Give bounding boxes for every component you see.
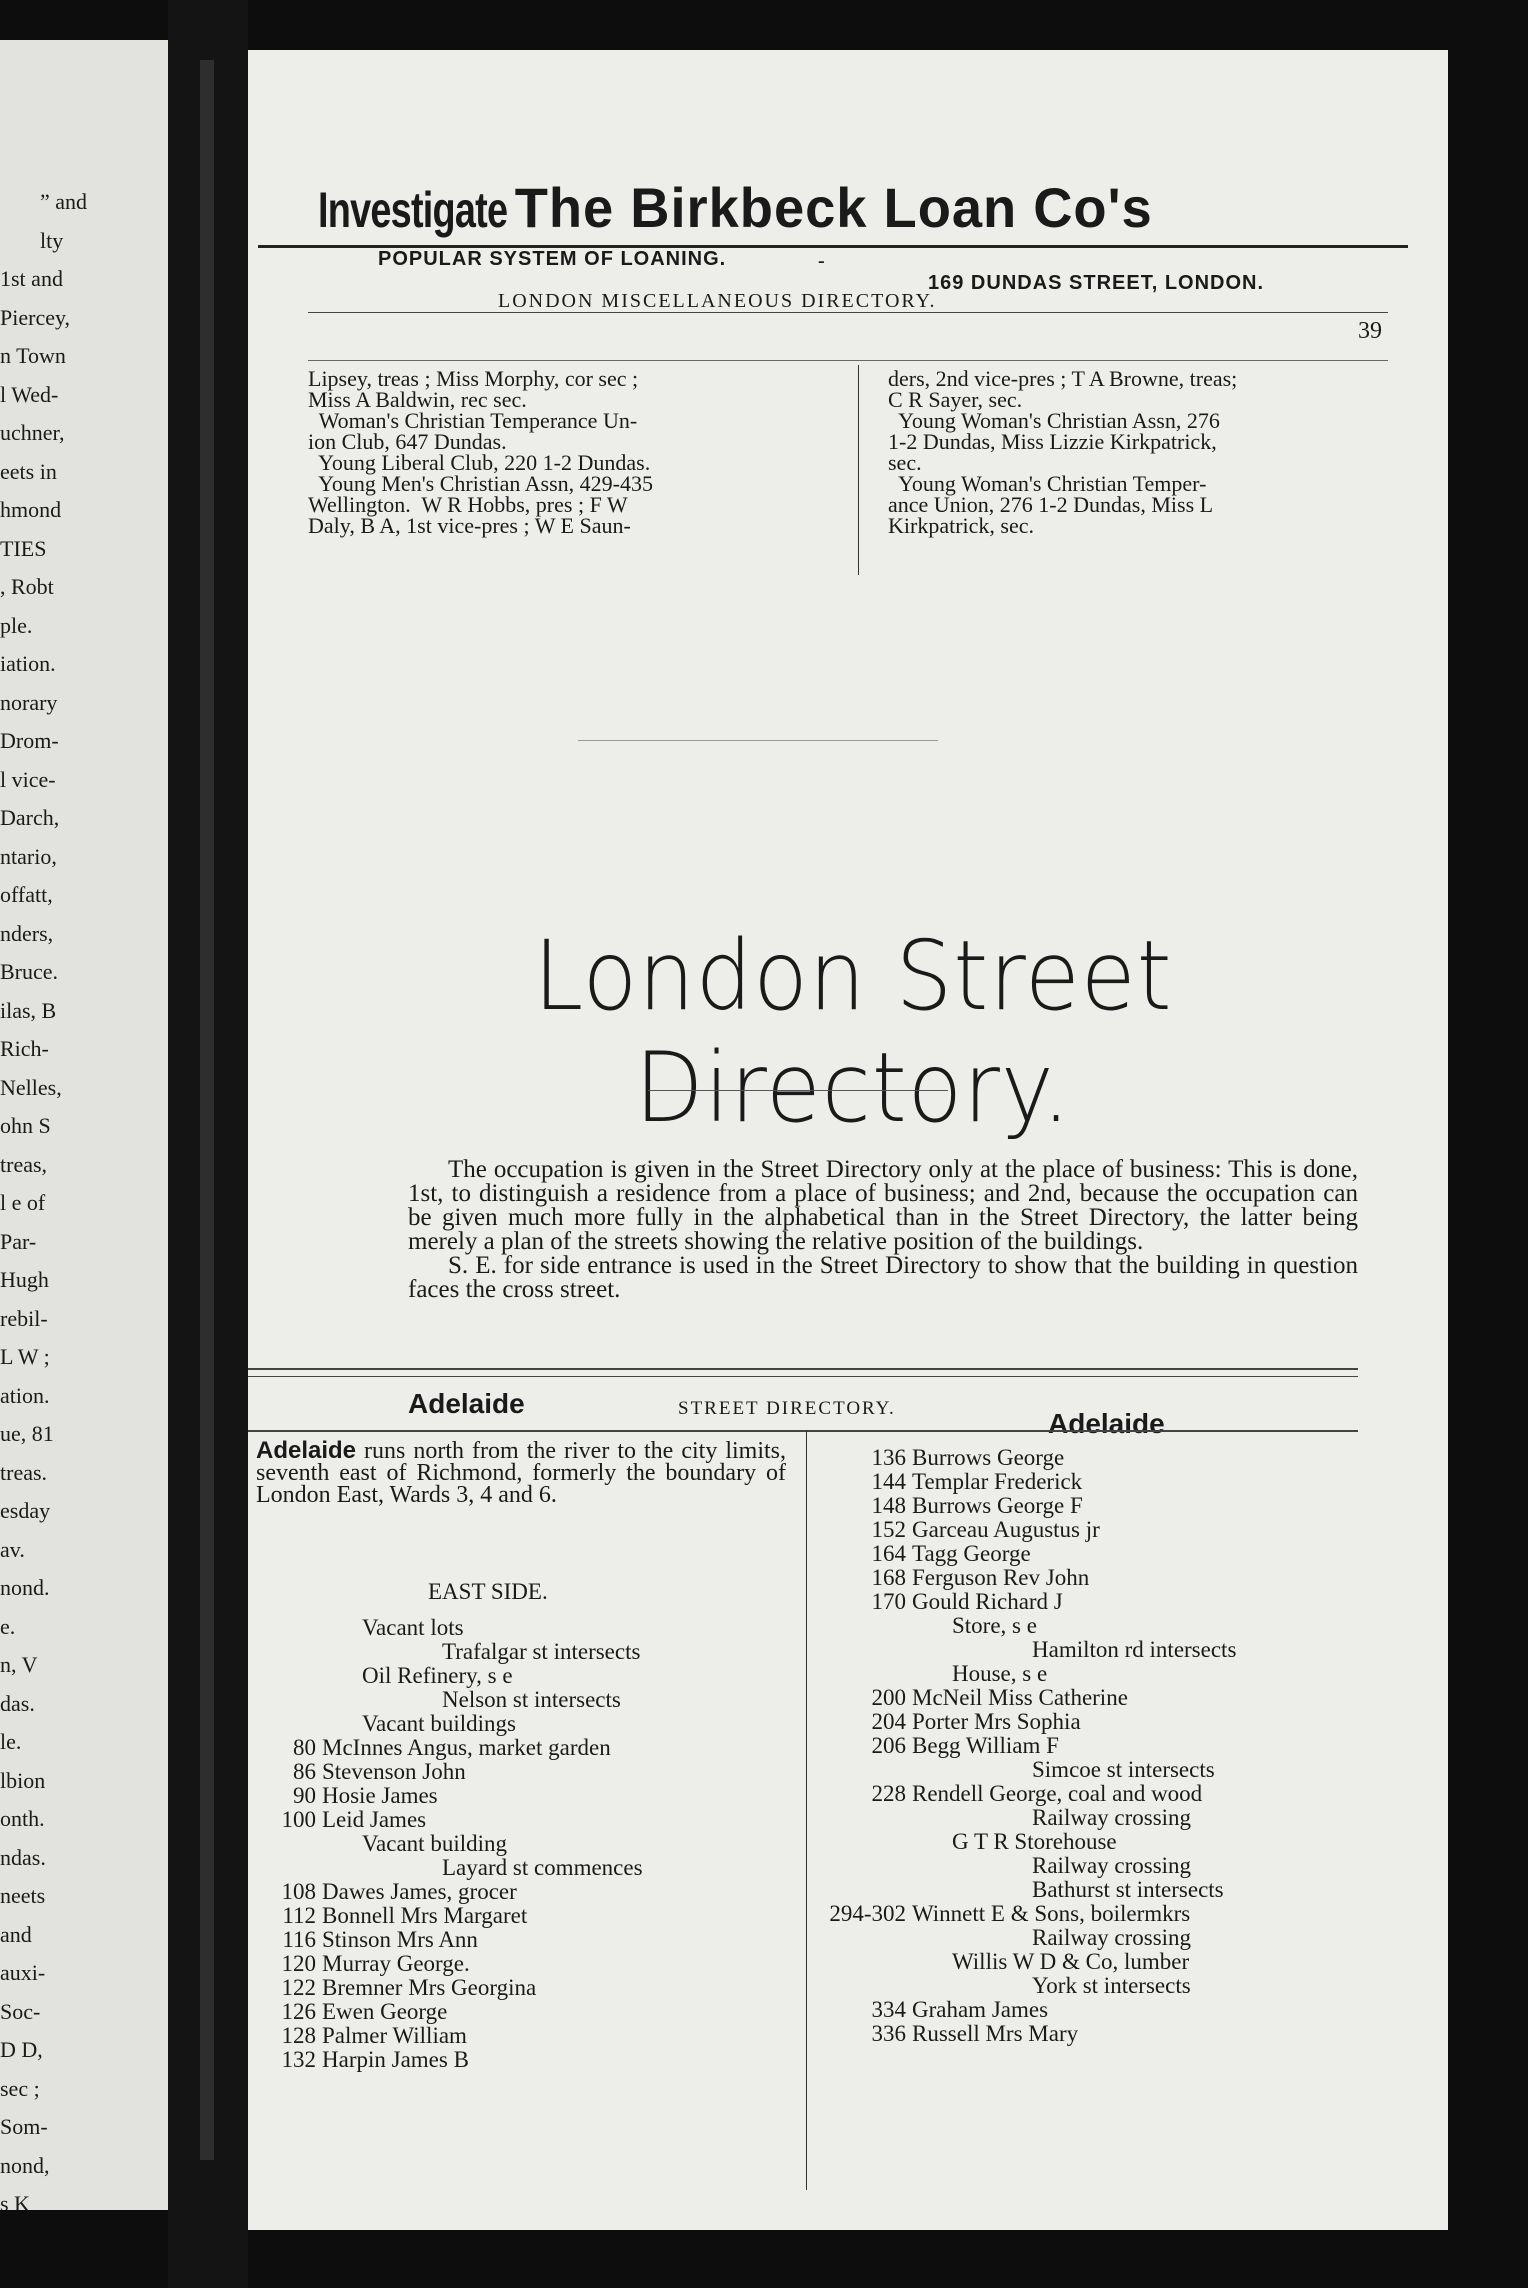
directory-entry [816,1638,1236,1662]
house-number: 116 [282,1927,316,1952]
facing-page-line: Piercey, [0,304,71,330]
directory-entry [816,1830,1236,1854]
occupant-name: McNeil Miss Catherine [912,1685,1128,1710]
banner-address: 169 DUNDAS STREET, LONDON. [928,272,1265,294]
house-number: 136 [871,1445,906,1470]
occupant-name: Tagg George [912,1541,1031,1566]
occupant-name: Garceau Augustus jr [912,1517,1100,1542]
occupant-name: Oil Refinery, s e [362,1663,513,1688]
column-divider [858,365,859,575]
directory-entry [256,1880,643,1904]
occupant-name: Bathurst st intersects [1032,1877,1224,1902]
misc-line: Young Woman's Christian Assn, 276 [888,408,1220,433]
occupant-name: Trafalgar st intersects [442,1639,641,1664]
occupant-name: Rendell George, coal and wood [912,1781,1203,1806]
facing-page-line: nond, [0,2152,50,2178]
house-number: 170 [871,1589,906,1614]
directory-page [248,50,1448,2230]
house-number: 122 [281,1975,316,2000]
banner-investigate: Investigate [318,182,508,238]
misc-line: Daly, B A, 1st vice-pres ; W E Saun- [308,513,631,538]
facing-page-line: offatt, [0,882,53,907]
facing-page-line: eets in [0,458,57,484]
house-number: 120 [281,1951,316,1976]
occupant-name: Burrows George F [912,1493,1083,1518]
facing-page-line: auxi- [0,1960,46,1985]
directory-entry [256,1664,643,1688]
occupant-name: Hosie James [322,1783,438,1808]
occupant-name: York st intersects [1032,1973,1191,1998]
facing-page-line: onth. [0,1806,45,1831]
facing-page-line: l e of [0,1190,46,1215]
facing-page-line: l Wed- [0,381,59,407]
facing-page-line: ” and [40,189,88,214]
facing-page-line: uchner, [0,420,65,445]
directory-entry [256,1760,643,1784]
facing-page-line: ndas. [0,1844,46,1870]
facing-page-line: 1st and [0,266,63,291]
directory-rule-bottom [248,1430,1358,1432]
street-description [256,1437,787,1508]
facing-page-line: le. [0,1729,22,1754]
directory-entry [256,1712,643,1736]
street-name: Adelaide [256,1437,357,1464]
occupant-name: Nelson st intersects [442,1687,621,1712]
misc-line: Kirkpatrick, sec. [888,513,1034,538]
occupant-name: McInnes Angus, market garden [322,1735,611,1760]
occupant-name: Store, s e [952,1613,1037,1638]
side-heading: EAST SIDE. [428,1579,548,1604]
facing-page-line: hmond [0,497,62,522]
directory-entry [256,1736,643,1760]
directory-entry [816,1950,1236,1974]
facing-page-line: TIES [0,535,47,561]
facing-page-line: esday [0,1498,51,1523]
house-number: 204 [871,1709,906,1734]
banner-tagline: POPULAR SYSTEM OF LOANING. [378,248,727,270]
directory-entry [816,1974,1236,1998]
misc-line: Young Men's Christian Assn, 429-435 [308,471,654,496]
facing-page-line: treas, [0,1151,48,1177]
facing-page-line: nond. [0,1575,50,1600]
facing-page-line: ation. [0,1382,50,1408]
facing-page-line: Drom- [0,728,59,753]
directory-entry [816,1758,1236,1782]
occupant-name: Graham James [912,1997,1049,2022]
occupant-name: Begg William F [912,1733,1059,1758]
directory-entry [256,1904,643,1928]
house-number: 144 [871,1469,906,1494]
misc-line: Miss A Baldwin, rec sec. [308,387,527,412]
directory-entry [256,2024,643,2048]
occupant-name: Porter Mrs Sophia [912,1709,1081,1734]
street-description-text: runs north from the river to the city limits, seventh east of Richmond, formerly the boundary of London East, Wards 3, 4 and 6. [256,1438,787,1508]
misc-column-left [308,368,653,536]
house-number: 334 [871,1997,906,2022]
house-number: 294-302 [829,1901,906,1926]
directory-rule-top [248,1368,1358,1370]
directory-entry [256,1688,643,1712]
directory-entry [816,1566,1236,1590]
misc-line: Young Woman's Christian Temper- [888,471,1207,496]
occupant-name: Railway crossing [1032,1853,1192,1878]
occupant-name: Railway crossing [1032,1925,1192,1950]
facing-page-line: Nelles, [0,1074,62,1100]
house-number: 164 [871,1541,906,1566]
house-number: 206 [871,1733,906,1758]
occupant-name: Palmer William [322,2023,467,2048]
facing-page-line: l vice- [0,766,56,792]
misc-line: Young Liberal Club, 220 1-2 Dundas. [308,450,651,475]
facing-page-line: sec ; [0,2075,40,2101]
facing-page-line: Som- [0,2114,48,2139]
house-number: 152 [871,1517,906,1542]
street-header-right: Adelaide [1048,1408,1165,1439]
facing-page-line: Darch, [0,805,60,830]
house-number: 148 [871,1493,906,1518]
facing-page-line: iation. [0,651,56,676]
facing-page-line: Soc- [0,1998,41,2024]
house-number: 80 [293,1735,316,1760]
directory-entry [256,1640,643,1664]
occupant-name: G T R Storehouse [952,1829,1117,1854]
occupant-name: Simcoe st intersects [1032,1757,1215,1782]
occupant-name: Willis W D & Co, lumber [952,1949,1190,1974]
facing-page-line: neets [0,1883,46,1908]
directory-entry [816,1470,1236,1494]
directory-entry [256,1952,643,1976]
occupant-name: Ewen George [322,1999,448,2024]
misc-line: Woman's Christian Temperance Un- [308,408,638,433]
house-number: 108 [281,1879,316,1904]
directory-entry [816,1446,1236,1470]
directory-entry [256,2000,643,2024]
occupant-name: Hamilton rd intersects [1032,1637,1237,1662]
directory-entry [816,1494,1236,1518]
directory-entry [816,1854,1236,1878]
directory-entry [816,1518,1236,1542]
east-side-list [256,1616,643,2072]
facing-page-line: and [0,1921,32,1947]
directory-entry [816,1998,1236,2022]
occupant-name: Stevenson John [322,1759,466,1784]
banner-rule [258,245,1408,248]
facing-page-line: Par- [0,1228,37,1254]
directory-entry [256,1784,643,1808]
misc-line: Lipsey, treas ; Miss Morphy, cor sec ; [308,366,639,391]
occupant-name: Bonnell Mrs Margaret [322,1903,528,1928]
directory-entry [256,1976,643,2000]
occupant-name: Gould Richard J [912,1589,1063,1614]
facing-page-line: das. [0,1690,35,1716]
facing-page-line: ple. [0,612,33,638]
intro-text [408,1158,1358,1302]
occupant-name: Murray George. [322,1951,470,1976]
facing-page-line: ohn S [0,1113,51,1138]
house-number: 90 [293,1783,316,1808]
banner-company: The Birkbeck Loan Co's [514,176,1153,239]
house-number: 100 [281,1807,316,1832]
facing-page-line: rebil- [0,1305,48,1331]
facing-page-fragment [0,40,168,2210]
house-number: 126 [281,1999,316,2024]
house-number: 132 [281,2047,316,2072]
facing-page-line: lty [40,227,64,253]
house-number: 112 [282,1903,316,1928]
occupant-name: Harpin James B [322,2047,469,2072]
misc-line: ion Club, 647 Dundas. [308,429,507,454]
directory-entry [816,1686,1236,1710]
directory-entry [256,1808,643,1832]
facing-page-line: Bruce. [0,959,59,984]
house-number: 168 [871,1565,906,1590]
facing-page-line: s K [0,2191,30,2210]
title-rule [648,1090,948,1091]
facing-page-line: lbion [0,1767,46,1793]
facing-page-line: n Town [0,343,66,368]
facing-page-line: norary [0,689,58,715]
facing-page-line: n, V [0,1652,38,1677]
facing-page-line: D D, [0,2037,43,2062]
page-number: 39 [1358,318,1382,344]
house-number: 86 [293,1759,316,1784]
misc-line: sec. [888,450,922,475]
occupant-name: Vacant building [362,1831,507,1856]
facing-page-line: Hugh [0,1267,49,1292]
directory-entry [256,2048,643,2072]
advertisement-banner [318,175,1153,240]
misc-line: 1-2 Dundas, Miss Lizzie Kirkpatrick, [888,429,1217,454]
misc-column-right [888,368,1237,536]
facing-page-line: ilas, B [0,997,57,1023]
facing-page-line: ntario, [0,843,57,869]
facing-page-line: , Robt [0,574,54,599]
directory-rule-second [248,1376,1358,1377]
house-number: 336 [871,2021,906,2046]
directory-entry [816,1542,1236,1566]
street-header-left: Adelaide [408,1388,525,1419]
directory-entry [816,1902,1236,1926]
directory-entry [816,1782,1236,1806]
occupant-name: Railway crossing [1032,1805,1192,1830]
directory-entry [816,1710,1236,1734]
directory-entry [256,1928,643,1952]
directory-entry [816,2022,1236,2046]
page-title: London Street Directory. [533,920,1173,1144]
misc-line: C R Sayer, sec. [888,387,1023,412]
directory-entry [256,1856,643,1880]
occupant-name: House, s e [952,1661,1048,1686]
occupant-name: Vacant lots [362,1615,464,1640]
occupant-name: Russell Mrs Mary [912,2021,1079,2046]
running-head: LONDON MISCELLANEOUS DIRECTORY. [498,290,937,312]
misc-line: ders, 2nd vice-pres ; T A Browne, treas; [888,366,1238,391]
house-number: 128 [281,2023,316,2048]
occupant-name: Leid James [322,1807,427,1832]
occupant-name: Dawes James, grocer [322,1879,517,1904]
misc-line: Wellington. W R Hobbs, pres ; F W [308,492,628,517]
facing-page-line: treas. [0,1459,48,1485]
facing-page-line: Rich- [0,1036,49,1061]
banner-dash: - [818,250,825,272]
occupant-name: Bremner Mrs Georgina [322,1975,537,2000]
continued-list [816,1446,1236,2046]
occupant-name: Vacant buildings [362,1711,516,1736]
facing-page-line: nders, [0,920,54,946]
facing-page-line: L W ; [0,1344,50,1369]
directory-entry [816,1926,1236,1950]
facing-page-line: e. [0,1613,16,1639]
directory-entry [816,1806,1236,1830]
section-rule [578,740,938,741]
facing-page-line: ue, 81 [0,1421,54,1446]
directory-entry [816,1878,1236,1902]
house-number: 228 [871,1781,906,1806]
occupant-name: Burrows George [912,1445,1065,1470]
gutter-shadow [200,60,214,2160]
occupant-name: Stinson Mrs Ann [322,1927,478,1952]
directory-column-divider [806,1430,807,2190]
intro-paragraph-1: The occupation is given in the Street Directory only at the place of business: This is done, 1st, to distinguish a residence from a place of business; and 2nd, because the occupation can be given much more fully in the alphabetical than in the Street Directory, the latter being merely a plan of the streets showing the relative position of the buildings. [408,1156,1358,1255]
misc-line: ance Union, 276 1-2 Dundas, Miss L [888,492,1214,517]
house-number: 200 [871,1685,906,1710]
directory-entry [816,1662,1236,1686]
occupant-name: Layard st commences [442,1855,643,1880]
occupant-name: Templar Frederick [912,1469,1083,1494]
occupant-name: Winnett E & Sons, boilermkrs [912,1901,1191,1926]
directory-entry [816,1614,1236,1638]
occupant-name: Ferguson Rev John [912,1565,1090,1590]
directory-entry [256,1832,643,1856]
header-rule-bottom [308,360,1388,361]
intro-paragraph-2: S. E. for side entrance is used in the Street Directory to show that the building in question faces the cross street. [408,1252,1358,1303]
directory-entry [816,1734,1236,1758]
directory-entry [816,1590,1236,1614]
directory-entry [256,1616,643,1640]
street-directory-label: STREET DIRECTORY. [678,1398,896,1419]
facing-page-line: av. [0,1536,25,1562]
